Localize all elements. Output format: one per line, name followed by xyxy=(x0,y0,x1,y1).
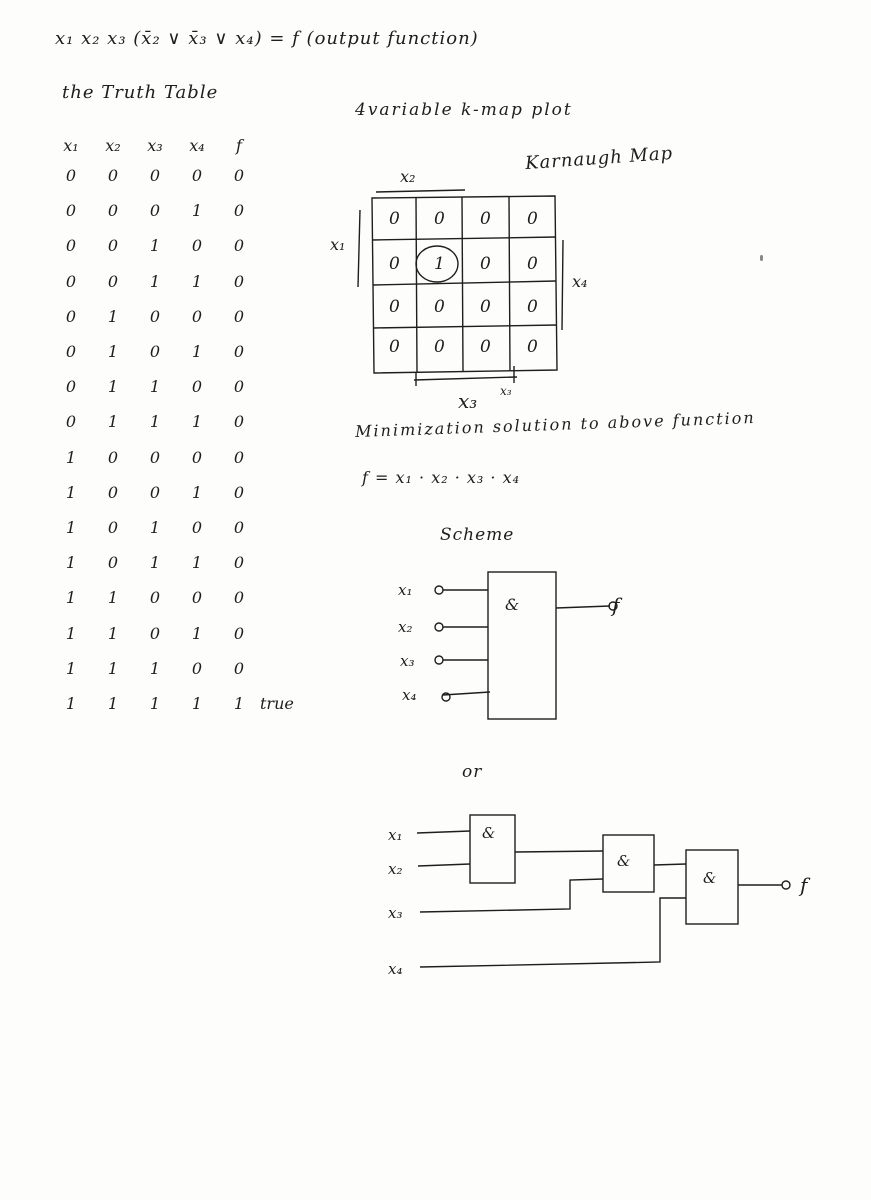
table-cell: 0 xyxy=(65,377,77,397)
table-cell: 0 xyxy=(233,658,245,678)
table-cell: 0 xyxy=(233,236,245,256)
column-header: f xyxy=(236,135,242,155)
table-cell: 1 xyxy=(149,271,161,291)
table-cell: 0 xyxy=(233,553,245,573)
table-cell: 0 xyxy=(149,623,161,643)
column-header: x₃ xyxy=(147,135,163,155)
table-cell: 0 xyxy=(233,412,245,432)
table-cell: 1 xyxy=(149,377,161,397)
table-cell: 0 xyxy=(107,447,119,467)
table-cell: 0 xyxy=(191,377,203,397)
kmap-title: 4variable k-map plot xyxy=(355,100,573,120)
minimized-expression: f = x₁ · x₂ · x₃ · x₄ xyxy=(362,468,521,487)
table-cell: 0 xyxy=(233,271,245,291)
table-cell: 0 xyxy=(149,166,161,186)
table-cell: 1 xyxy=(149,412,161,432)
alt-input-x3: x₃ xyxy=(388,904,403,922)
kmap-cell: 0 xyxy=(527,209,538,229)
scheme-gate-symbol: & xyxy=(505,595,520,614)
table-cell: 1 xyxy=(107,588,119,608)
x4-bracket xyxy=(562,240,563,330)
kmap-label-x4: x₄ xyxy=(572,272,588,291)
table-cell: 0 xyxy=(233,201,245,221)
table-cell: 0 xyxy=(233,588,245,608)
table-cell: 1 xyxy=(191,482,203,502)
table-cell: 0 xyxy=(65,342,77,362)
table-cell: 1 xyxy=(107,342,119,362)
table-cell: 0 xyxy=(149,342,161,362)
kmap-cell: 0 xyxy=(527,254,538,274)
kmap-cell: 0 xyxy=(389,209,400,229)
table-cell: 0 xyxy=(65,306,77,326)
table-cell: 1 xyxy=(107,693,119,713)
table-cell: 0 xyxy=(149,588,161,608)
output-terminal xyxy=(782,881,790,889)
table-cell: 0 xyxy=(149,482,161,502)
table-cell: 0 xyxy=(149,447,161,467)
table-cell: 0 xyxy=(191,236,203,256)
table-cell: 0 xyxy=(107,166,119,186)
table-cell: 0 xyxy=(107,201,119,221)
table-cell: 0 xyxy=(191,306,203,326)
or-label: or xyxy=(462,762,483,782)
alt-input-x4: x₄ xyxy=(388,960,403,978)
table-cell: 0 xyxy=(65,201,77,221)
table-cell: 1 xyxy=(191,693,203,713)
input-terminal xyxy=(435,623,443,631)
scheme-input-x3: x₃ xyxy=(400,652,415,670)
table-cell: 0 xyxy=(65,166,77,186)
table-cell: 1 xyxy=(65,517,77,537)
scheme-cascaded-gates xyxy=(417,815,790,967)
table-cell: 1 xyxy=(65,658,77,678)
scheme-input-x1: x₁ xyxy=(398,581,413,599)
table-cell: 1 xyxy=(65,553,77,573)
and-gate-box xyxy=(488,572,556,719)
scheme-input-x2: x₂ xyxy=(398,618,413,636)
row-note: true xyxy=(260,693,294,713)
table-cell: 0 xyxy=(233,623,245,643)
table-cell: 1 xyxy=(191,623,203,643)
table-cell: 0 xyxy=(191,517,203,537)
x3-bracket xyxy=(414,377,517,380)
alt-input-x1: x₁ xyxy=(388,826,403,844)
table-cell: 1 xyxy=(149,517,161,537)
table-cell: 0 xyxy=(65,412,77,432)
table-cell: 1 xyxy=(65,588,77,608)
kmap-cell: 0 xyxy=(480,337,491,357)
table-cell: 1 xyxy=(107,412,119,432)
kmap-label-x3-small: x₃ xyxy=(500,384,512,398)
scheme-single-gate xyxy=(435,572,617,719)
table-cell: 1 xyxy=(107,658,119,678)
table-cell: 0 xyxy=(149,306,161,326)
function-equation: x₁ x₂ x₃ (x̄₂ ∨ x̄₃ ∨ x₄) = f (output function) xyxy=(55,28,479,49)
table-cell: 1 xyxy=(149,658,161,678)
table-cell: 1 xyxy=(149,553,161,573)
kmap-cell: 0 xyxy=(389,337,400,357)
table-cell: 0 xyxy=(233,447,245,467)
x2-bracket xyxy=(376,190,465,192)
kmap-cell: 0 xyxy=(480,254,491,274)
table-cell: 0 xyxy=(107,553,119,573)
table-cell: 0 xyxy=(233,482,245,502)
minimization-title: Minimization solution to above function xyxy=(354,408,756,441)
kmap-cell: 0 xyxy=(527,297,538,317)
table-cell: 0 xyxy=(107,236,119,256)
column-header: x₄ xyxy=(189,135,205,155)
table-cell: 1 xyxy=(191,271,203,291)
input-terminal xyxy=(435,656,443,664)
table-cell: 0 xyxy=(233,517,245,537)
table-cell: 1 xyxy=(107,623,119,643)
table-cell: 0 xyxy=(191,447,203,467)
alt-gate-3-symbol: & xyxy=(703,869,717,887)
kmap-cell: 1 xyxy=(434,254,445,274)
table-cell: 0 xyxy=(233,166,245,186)
scheme-title: Scheme xyxy=(440,525,515,545)
table-cell: 1 xyxy=(65,693,77,713)
table-cell: 1 xyxy=(65,623,77,643)
table-cell: 1 xyxy=(65,447,77,467)
kmap-label-x3: x₃ xyxy=(458,389,478,413)
kmap-cell: 0 xyxy=(527,337,538,357)
table-cell: 1 xyxy=(149,693,161,713)
column-header: x₁ xyxy=(63,135,79,155)
table-cell: 0 xyxy=(107,482,119,502)
table-cell: 1 xyxy=(191,412,203,432)
table-cell: 0 xyxy=(233,306,245,326)
kmap-cell: 0 xyxy=(434,297,445,317)
table-cell: 1 xyxy=(191,553,203,573)
table-cell: 0 xyxy=(191,166,203,186)
kmap-cell: 0 xyxy=(480,297,491,317)
table-cell: 1 xyxy=(191,342,203,362)
table-cell: 1 xyxy=(233,693,245,713)
alt-gate-2-symbol: & xyxy=(617,852,631,870)
scheme-output: f xyxy=(612,593,620,617)
alt-output: f xyxy=(800,873,808,897)
kmap-cell: 0 xyxy=(389,254,400,274)
truth-table-title: the Truth Table xyxy=(62,82,219,103)
table-cell: 1 xyxy=(65,482,77,502)
kmap-cell: 0 xyxy=(480,209,491,229)
table-cell: 0 xyxy=(65,271,77,291)
alt-input-x2: x₂ xyxy=(388,860,403,878)
table-cell: 1 xyxy=(149,236,161,256)
table-cell: 1 xyxy=(107,377,119,397)
table-cell: 0 xyxy=(233,342,245,362)
x1-bracket xyxy=(358,210,360,287)
table-cell: 0 xyxy=(65,236,77,256)
table-cell: 0 xyxy=(191,658,203,678)
table-cell: 1 xyxy=(107,306,119,326)
and-gate-3 xyxy=(686,850,738,924)
kmap-cell: 0 xyxy=(434,337,445,357)
table-cell: 0 xyxy=(149,201,161,221)
kmap-label-x2: x₂ xyxy=(400,167,416,186)
scheme-input-x4: x₄ xyxy=(402,686,417,704)
kmap-subtitle: Karnaugh Map xyxy=(524,142,674,175)
table-cell: 0 xyxy=(107,271,119,291)
alt-gate-1-symbol: & xyxy=(482,824,496,842)
input-terminal xyxy=(435,586,443,594)
column-header: x₂ xyxy=(105,135,121,155)
kmap-label-x1: x₁ xyxy=(330,235,346,254)
table-cell: 0 xyxy=(191,588,203,608)
kmap-cell: 0 xyxy=(389,297,400,317)
table-cell: 0 xyxy=(233,377,245,397)
table-cell: 0 xyxy=(107,517,119,537)
table-cell: 1 xyxy=(191,201,203,221)
kmap-cell: 0 xyxy=(434,209,445,229)
